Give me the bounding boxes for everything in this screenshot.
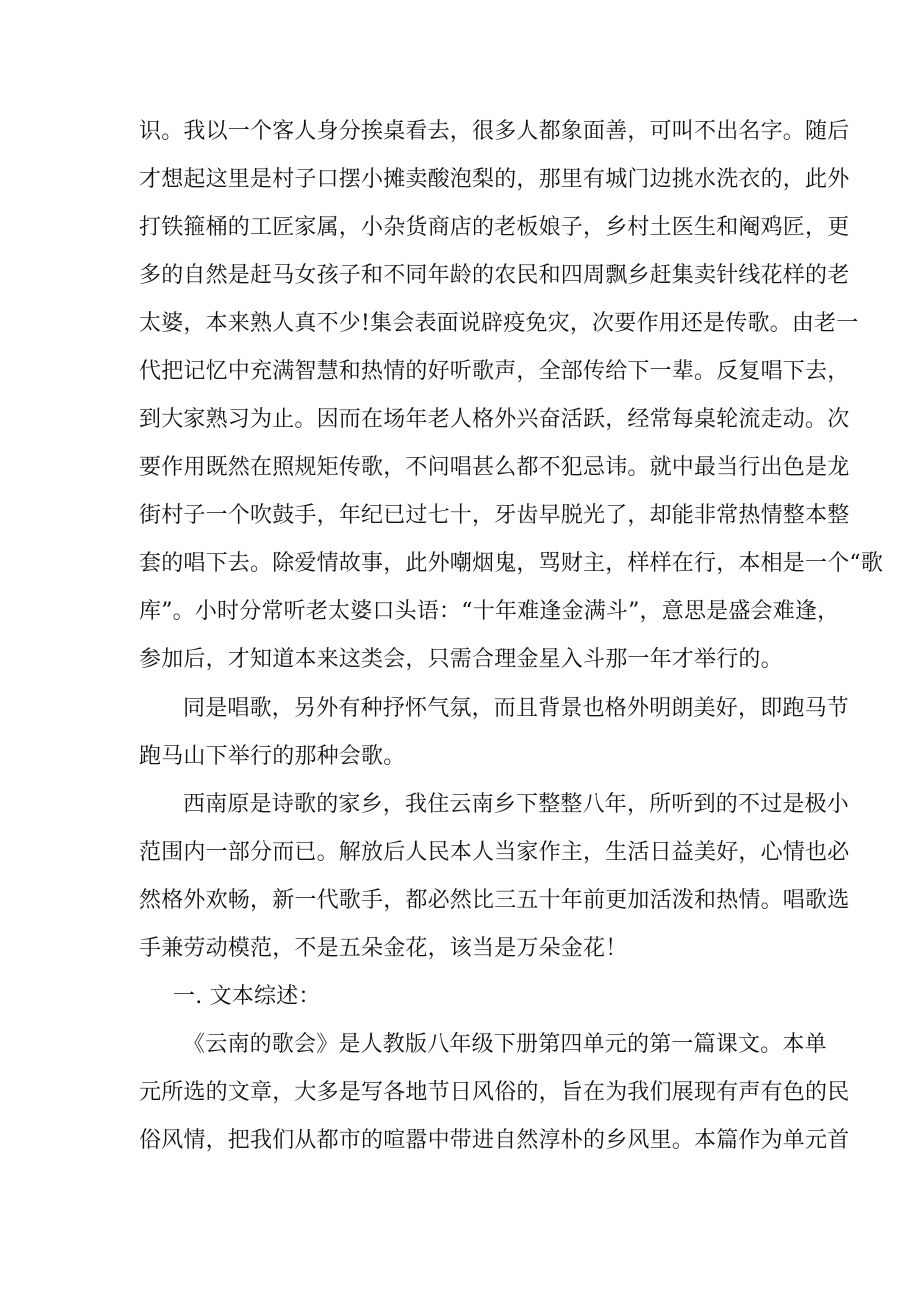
- paragraph-1-line-11: 库”。小时分常听老太婆口头语：“十年难逢金满斗”，意思是盛会难逢，: [139, 599, 840, 624]
- paragraph-1-line-4: 多的自然是赶马女孩子和不同年龄的农民和四周飘乡赶集卖针线花样的老: [139, 263, 850, 288]
- paragraph-1-line-5: 太婆，本来熟人真不少!集会表面说辟疫免灾，次要作用还是传歌。由老一: [139, 311, 859, 336]
- paragraph-2-line-2: 跑马山下举行的那种会歌。: [139, 744, 406, 769]
- paragraph-1-line-12: 参加后，才知道本来这类会，只需合理金星入斗那一年才举行的。: [139, 647, 783, 672]
- paragraph-1-line-3: 打铁箍桶的工匠家属，小杂货商店的老板娘子，乡村土医生和阉鸡匠，更: [139, 215, 850, 240]
- paragraph-4-line-2: 元所选的文章，大多是写各地节日风俗的，旨在为我们展现有声有色的民: [139, 1080, 850, 1105]
- paragraph-3-line-4: 手兼劳动模范，不是五朵金花，该当是万朵金花！: [139, 936, 628, 961]
- paragraph-1-line-10: 套的唱下去。除爱情故事，此外嘲烟鬼，骂财主，样样在行，本相是一个“歌: [139, 551, 884, 576]
- paragraph-1-line-6: 代把记忆中充满智慧和热情的好听歌声，全部传给下一辈。反复唱下去，: [139, 359, 850, 384]
- paragraph-3-line-1: 西南原是诗歌的家乡，我住云南乡下整整八年，所听到的不过是极小: [183, 792, 850, 817]
- paragraph-1-line-9: 街村子一个吹鼓手，年纪已过七十，牙齿早脱光了，却能非常热情整本整: [139, 503, 850, 528]
- paragraph-1-line-7: 到大家熟习为止。因而在场年老人格外兴奋活跃，经常每桌轮流走动。次: [139, 407, 850, 432]
- paragraph-3-line-2: 范围内一部分而已。解放后人民本人当家作主，生活日益美好，心情也必: [139, 840, 850, 865]
- paragraph-4-line-1: 《云南的歌会》是人教版八年级下册第四单元的第一篇课文。本单: [183, 1032, 827, 1057]
- paragraph-2-line-1: 同是唱歌，另外有种抒怀气氛，而且背景也格外明朗美好，即跑马节: [183, 696, 850, 721]
- paragraph-1-line-8: 要作用既然在照规矩传歌，不问唱甚么都不犯忌讳。就中最当行出色是龙: [139, 455, 850, 480]
- paragraph-4-line-3: 俗风情，把我们从都市的喧嚣中带进自然淳朴的乡风里。本篇作为单元首: [139, 1128, 850, 1153]
- paragraph-3-line-3: 然格外欢畅，新一代歌手，都必然比三五十年前更加活泼和热情。唱歌选: [139, 888, 850, 913]
- section-heading: 一. 文本综述：: [173, 984, 321, 1009]
- paragraph-1-line-2: 才想起这里是村子口摆小摊卖酸泡梨的，那里有城门边挑水洗衣的，此外: [139, 167, 850, 192]
- paragraph-1-line-1: 识。我以一个客人身分挨桌看去，很多人都象面善，可叫不出名字。随后: [139, 119, 850, 144]
